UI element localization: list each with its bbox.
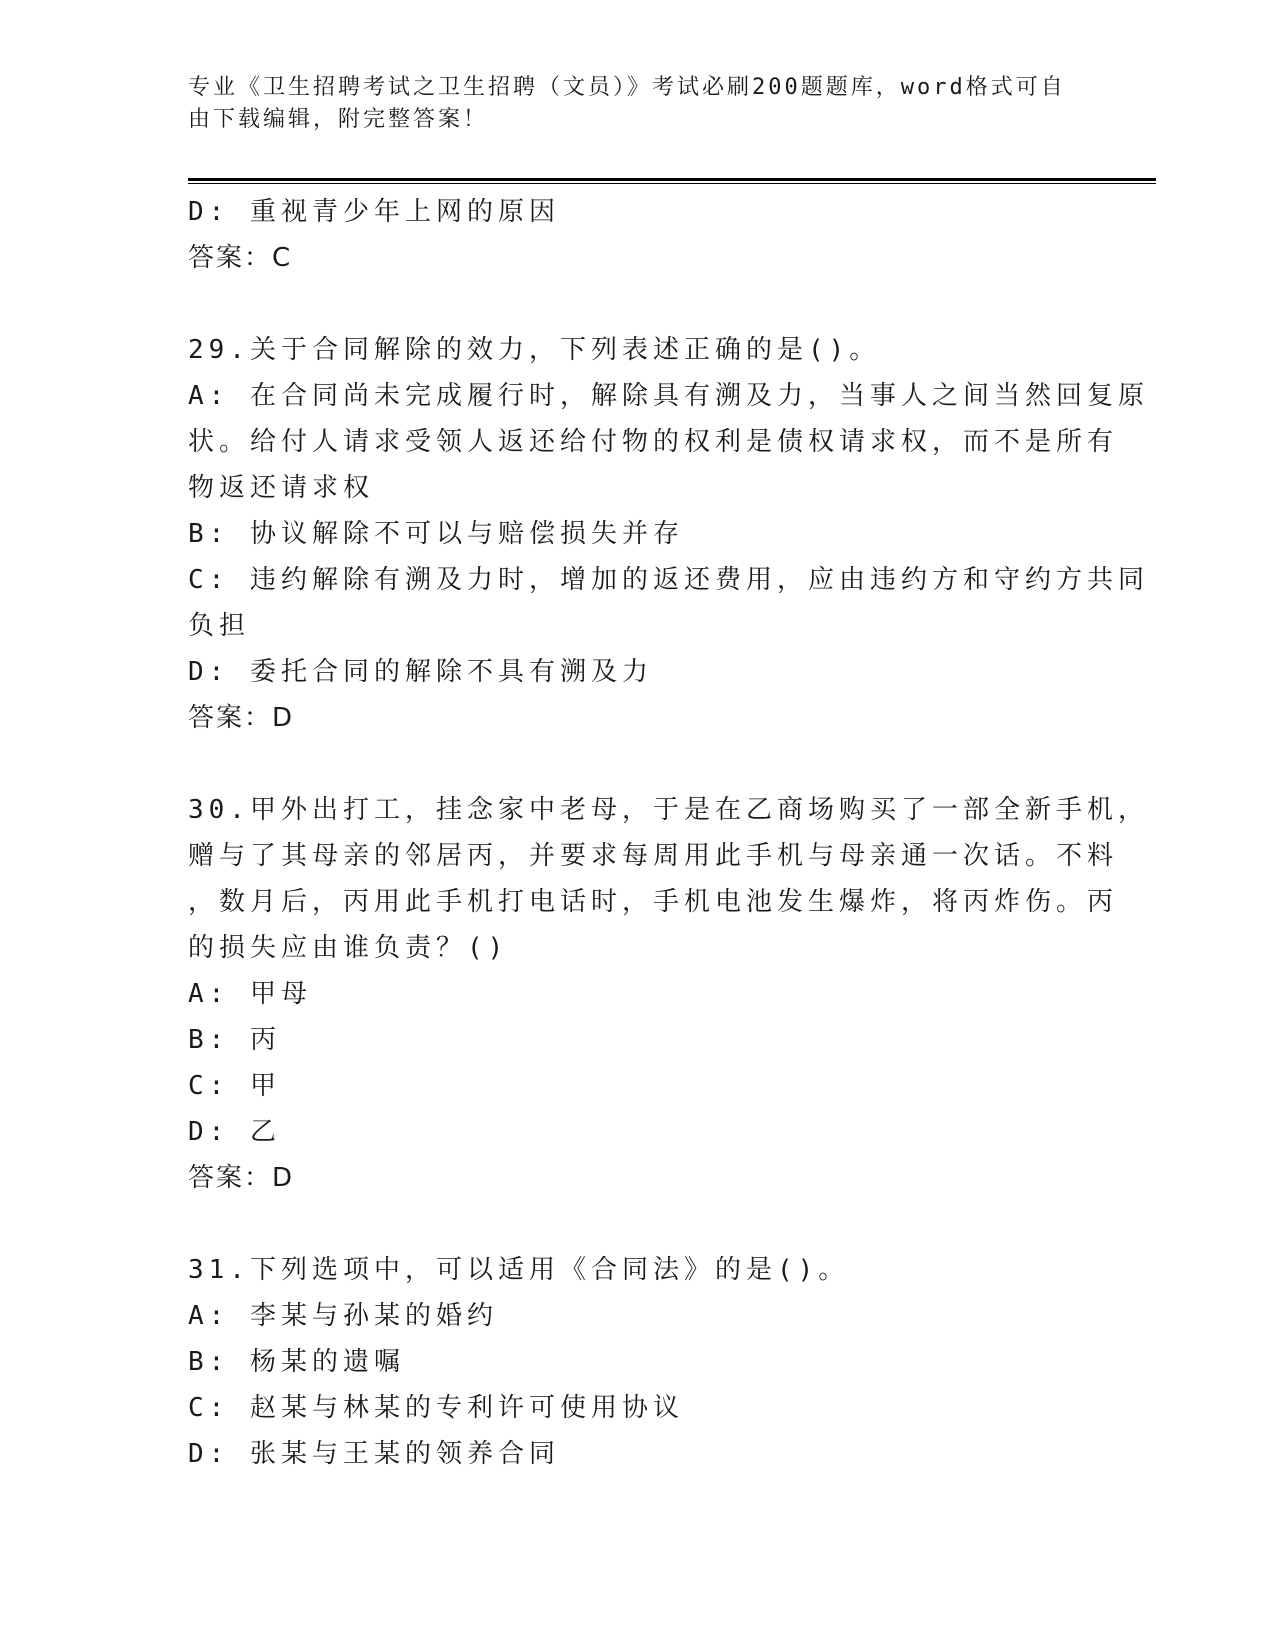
answer: 答案：D (188, 1163, 295, 1193)
question-text-line-1: 30.甲外出打工，挂念家中老母，于是在乙商场购买了一部全新手机， (188, 795, 1149, 825)
option-b: B: 丙 (188, 1025, 281, 1055)
option-a: A: 甲母 (188, 979, 312, 1009)
option-c: C: 甲 (188, 1071, 281, 1101)
question-text-line-3: ，数月后，丙用此手机打电话时，手机电池发生爆炸，将丙炸伤。丙 (188, 887, 1119, 917)
option-c: C: 赵某与林某的专利许可使用协议 (188, 1393, 684, 1423)
option-c-line-1: C: 违约解除有溯及力时，增加的返还费用，应由违约方和守约方共同 (188, 565, 1149, 595)
spacer (188, 281, 1088, 327)
header-divider-thin (188, 183, 1156, 184)
option-d: D: 乙 (188, 1117, 281, 1147)
question-31 (188, 1247, 1088, 1477)
option-a-line-1: A: 在合同尚未完成履行时，解除具有溯及力，当事人之间当然回复原 (188, 381, 1149, 411)
option-a-line-3: 物返还请求权 (188, 473, 375, 503)
option-d: D: 张某与王某的领养合同 (188, 1439, 560, 1469)
question-28-tail (188, 189, 1088, 281)
option-a: A: 李某与孙某的婚约 (188, 1301, 498, 1331)
option-c-line-2: 负担 (188, 611, 251, 641)
option-b: B: 杨某的遗嘱 (188, 1347, 405, 1377)
option-d: D: 重视青少年上网的原因 (188, 197, 560, 227)
question-text-line-4: 的损失应由谁负责？() (188, 933, 509, 963)
question-29 (188, 327, 1149, 741)
question-30 (188, 787, 1149, 1201)
question-text-line-2: 赠与了其母亲的邻居丙，并要求每周用此手机与母亲通一次话。不料 (188, 841, 1119, 871)
answer: 答案：C (188, 243, 293, 273)
option-d: D: 委托合同的解除不具有溯及力 (188, 657, 653, 687)
answer: 答案：D (188, 703, 295, 733)
document-header (188, 72, 1068, 136)
header-line-2: 由下载编辑，附完整答案！ (188, 107, 489, 132)
option-b: B: 协议解除不可以与赔偿损失并存 (188, 519, 684, 549)
spacer (188, 1201, 1088, 1247)
header-divider-thick (188, 178, 1156, 181)
header-line-1: 专业《卫生招聘考试之卫生招聘（文员）》考试必刷200题题库，word格式可自 (188, 75, 1066, 100)
question-text: 31.下列选项中，可以适用《合同法》的是()。 (188, 1255, 850, 1285)
question-text: 29.关于合同解除的效力，下列表述正确的是()。 (188, 335, 881, 365)
spacer (188, 741, 1088, 787)
question-list (188, 189, 1149, 1477)
option-a-line-2: 状。给付人请求受领人返还给付物的权利是债权请求权，而不是所有 (188, 427, 1119, 457)
